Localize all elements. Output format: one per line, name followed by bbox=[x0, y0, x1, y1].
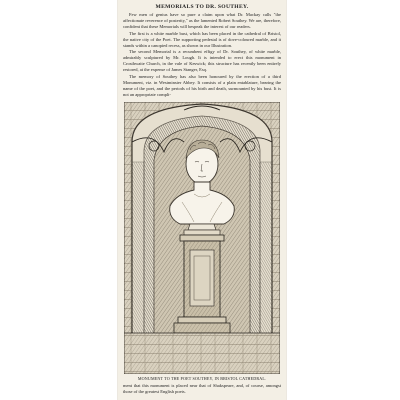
article-paragraph-3: The second Memorial is a recumbent effigy of Dr. Southey, of white marble, admirably sculptured by Mr. Lough. It is intended to erect this monument in Crosthwaite Church, in the vale of Keswick; this structure has recently been entirely restored, at the expense of James Stanger, Esq. bbox=[123, 49, 281, 73]
article-paragraph-2: The first is a white marble bust, which has been placed in the cathedral of Bristol, the native city of the Poet. The supporting pedestal is of dove-coloured marble, and it stands within a canopied recess, as shown in our Illustration. bbox=[123, 30, 281, 48]
article-heading: MEMORIALS TO DR. SOUTHEY. bbox=[155, 4, 249, 10]
illustration-caption: MONUMENT TO THE POET SOUTHEY, IN BRISTOL CATHEDRAL. bbox=[137, 376, 267, 381]
article-continuation: ment that this monument is placed near that of Shakspeare, and, of course, amongst those of the greatest English poets. bbox=[123, 383, 281, 394]
article-paragraph-4: The memory of Southey has also been honoured by the erection of a third Monument, viz. in Westminster Abbey. It consists of a plain entablature, bearing the name of the poet, and the periods of his birth and death, surmounted by his bust. It is not an appropriate compli- bbox=[123, 74, 281, 97]
newspaper-column bbox=[118, 0, 286, 400]
article-paragraph-1: Few men of genius have so pure a claim upon what Dr. Mackay calls "the affectionate reverence of posterity," as the lamented Robert Southey. We are, therefore, confident that these Memorials will bespeak the interest of our readers. bbox=[123, 12, 281, 29]
monument-engraving bbox=[124, 102, 280, 374]
